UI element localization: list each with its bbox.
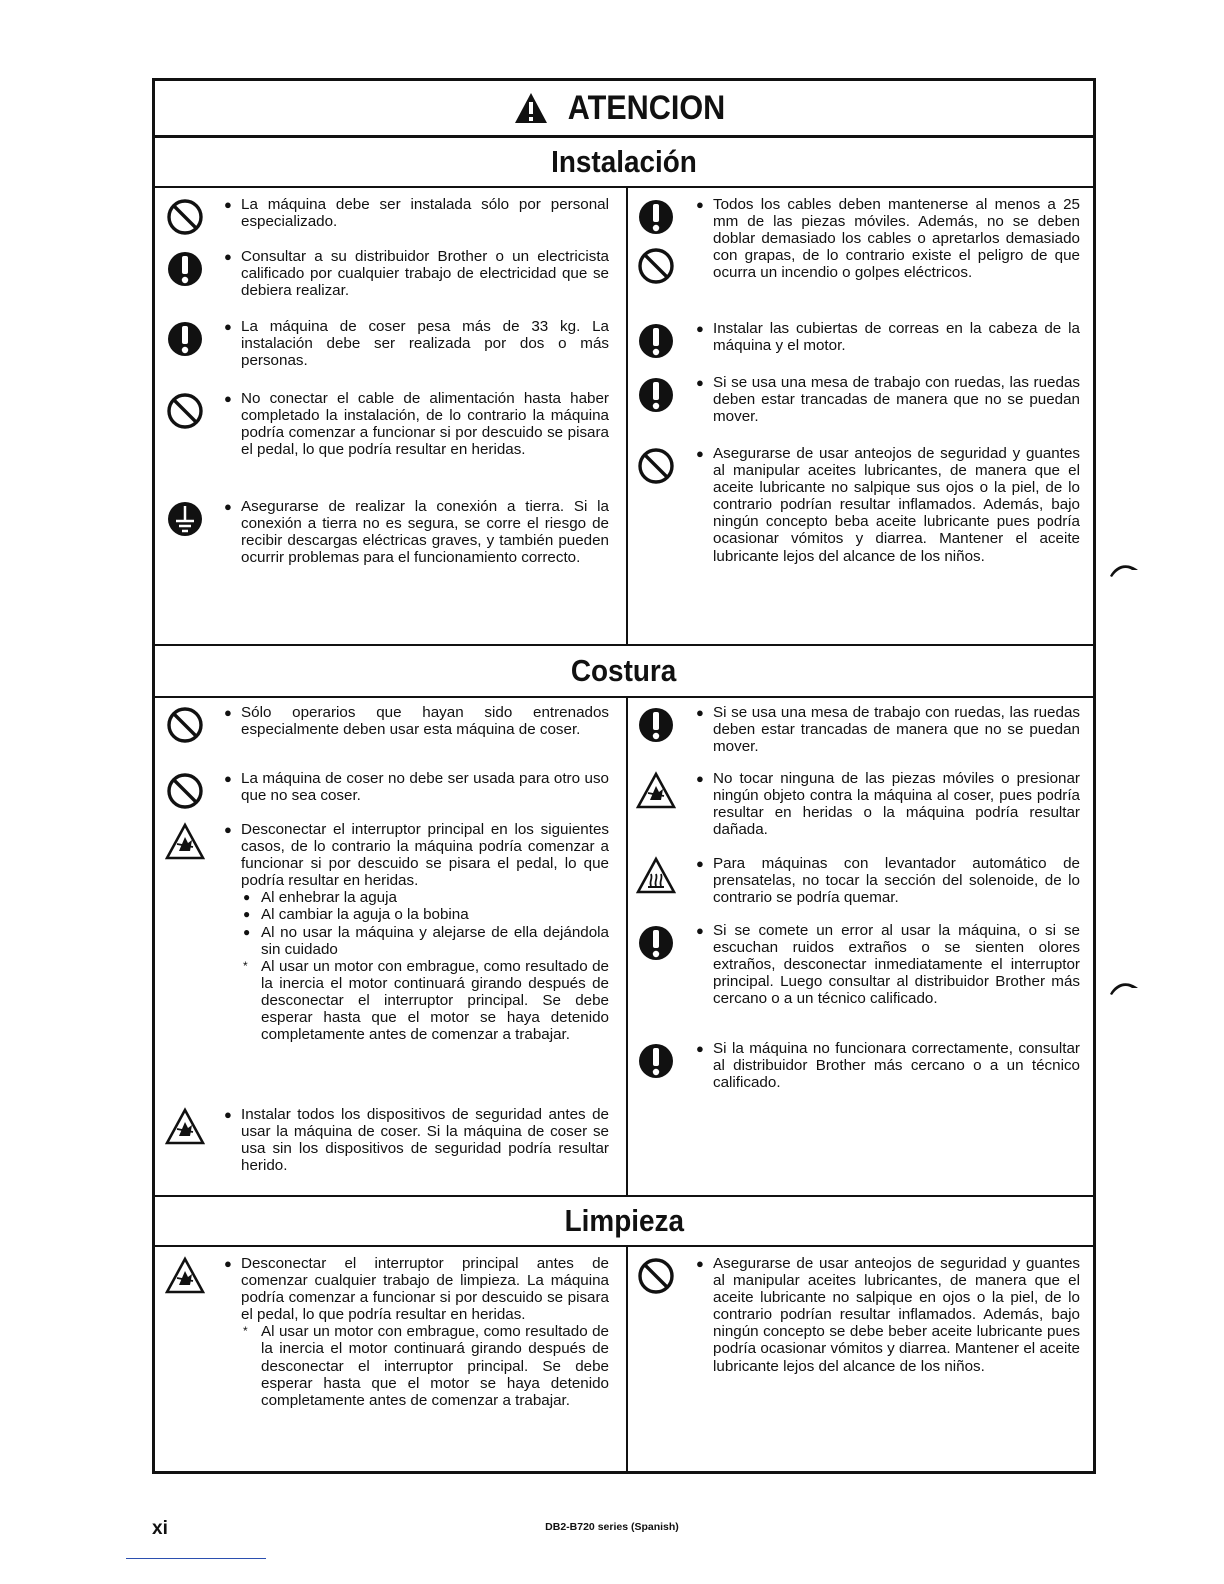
ground-connection-icon [165,499,205,539]
prohibited-icon [636,1256,676,1296]
bullet-icon: ● [243,890,251,905]
section-title: Costura [571,653,677,688]
section-header-costura [155,646,1093,698]
bullet-icon: ● [224,771,232,786]
warning-text-block [224,821,609,1044]
warning-text: Sólo operarios que hayan sido entrenados especialmente deben usar esta máquina de coser. [241,704,609,739]
prohibited-icon [165,197,205,237]
mandatory-action-icon [165,249,205,289]
warning-text: Instalar las cubiertas de correas en la cabeza de la máquina y el motor. [713,320,1080,355]
bullet-icon: ● [224,249,232,264]
section-title: Limpieza [564,1203,684,1238]
section-title: Instalación [551,144,697,179]
footer-page-number: xi [152,1518,168,1539]
bullet-icon: ● [224,1256,232,1271]
note-text: Al usar un motor con embrague, como resultado de la inercia el motor continuará girando después de desconectar el interruptor principal. Se debe esperar hasta que el motor se haya detenido completamente antes de comenzar a trabajar. [261,957,609,1044]
warning-text: Todos los cables deben mantenerse al menos a 25 mm de las piezas móviles. Además, no se deben doblar demasiado los cables o apretarlos demasiado con grapas, de lo contrario existe el peligro de que ocurra un incendio o golpes eléctricos. [713,196,1080,282]
hand-injury-warning-icon [165,1256,205,1296]
prohibited-icon [165,771,205,811]
warning-text-block [696,855,1080,907]
prohibited-icon [165,391,205,431]
warning-text: Asegurarse de usar anteojos de seguridad y guantes al manipular aceites lubricantes, de manera que el aceite lubricante no salpique sus ojos o la piel, de lo contrario podrían resultar inflamados. Además, bajo ningún concepto beba aceite lubricante pues podría ocasionar vómitos y diarrea. Mantener el aceite lubricante lejos del alcance de los niños. [713,445,1080,565]
warning-text-block [696,320,1080,355]
page-title: ATENCION [568,88,726,127]
warning-text: Instalar todos los dispositivos de seguridad antes de usar la máquina de coser. Si la máquina de coser se usa sin los dispositivos de seguridad podría resultar herido. [241,1106,609,1175]
warning-text: Para máquinas con levantador automático de prensatelas, no tocar la sección del solenoide, de lo contrario se podría quemar. [713,855,1080,907]
hot-surface-warning-icon [636,856,676,896]
mandatory-action-icon [636,1041,676,1081]
bullet-icon: ● [224,391,232,406]
mandatory-action-icon [636,197,676,237]
warning-text-block [224,498,609,567]
mandatory-action-icon [165,319,205,359]
warning-text: La máquina de coser pesa más de 33 kg. La instalación debe ser realizada por dos o más personas. [241,318,609,370]
column-divider [626,698,628,1197]
bullet-icon: ● [224,197,232,212]
warning-text-block [224,770,609,805]
bullet-icon: ● [224,499,232,514]
warning-text: No tocar ninguna de las piezas móviles o presionar ningún objeto contra la máquina al coser, pues podría resultar en heridas o la máquina podría resultar dañada. [713,770,1080,839]
prohibited-icon [165,705,205,745]
column-divider [626,188,628,646]
warning-text-block [224,248,609,300]
bullet-icon: ● [696,446,704,461]
warning-text-block [696,770,1080,839]
warning-text-block [224,390,609,459]
bullet-icon: ● [696,856,704,871]
warning-text-block [224,1255,609,1409]
sub-bullet-text: Al enhebrar la aguja [261,889,397,907]
warning-text: Si se usa una mesa de trabajo con ruedas, las ruedas deben estar trancadas de manera que no se puedan mover. [713,704,1080,756]
warning-text-block [696,374,1080,426]
bullet-icon: ● [224,319,232,334]
asterisk-icon: * [243,1324,248,1339]
link-underline [126,1558,266,1559]
bullet-icon: ● [243,907,251,922]
hand-injury-warning-icon [165,1107,205,1147]
bullet-icon: ● [696,771,704,786]
warning-text: La máquina de coser no debe ser usada para otro uso que no sea coser. [241,770,609,805]
bullet-icon: ● [224,822,232,837]
warning-text: No conectar el cable de alimentación hasta haber completado la instalación, de lo contrario la máquina podría comenzar a funcionar si por descuido se pisara el pedal, lo que podría resultar en heridas. [241,390,609,459]
warning-text: La máquina debe ser instalada sólo por personal especializado. [241,196,609,231]
bullet-icon: ● [696,197,704,212]
column-divider [626,1247,628,1474]
warning-text-block [224,1106,609,1175]
warning-text: Si se comete un error al usar la máquina, o si se escuchan ruidos extraños o se sienten olores extraños, desconectar inmediatamente el interruptor principal. Luego consultar al distribuidor Brother más cercano o a un técnico calificado. [713,922,1080,1008]
warning-text-block [696,704,1080,756]
warning-text: Consultar a su distribuidor Brother o un electricista calificado por cualquier trabajo de electricidad que se debiera realizar. [241,248,609,300]
bullet-icon: ● [224,705,232,720]
footer-document-id: DB2-B720 series (Spanish) [545,1521,679,1533]
mandatory-action-icon [636,705,676,745]
warning-text: Asegurarse de realizar la conexión a tierra. Si la conexión a tierra no es segura, se corre el riesgo de recibir descargas eléctricas graves, y también pueden ocurrir problemas para el funcionamiento correcto. [241,498,609,567]
warning-text-block [224,196,609,231]
warning-text: Desconectar el interruptor principal antes de comenzar cualquier trabajo de limpieza. La máquina podría comenzar a funcionar si por descuido se pisara el pedal, lo que podría resultar en heridas. [241,1255,609,1324]
asterisk-icon: * [243,958,248,973]
warning-text: Si la máquina no funcionara correctamente, consultar al distribuidor Brother más cercano o a un técnico calificado. [713,1040,1080,1092]
mandatory-action-icon [636,923,676,963]
prohibited-icon [636,246,676,286]
bullet-icon: ● [696,705,704,720]
warning-text-block [696,445,1080,565]
prohibited-icon [636,446,676,486]
hand-injury-warning-icon [165,822,205,862]
sub-bullet-text: Al no usar la máquina y alejarse de ella dejándola sin cuidado [261,923,609,958]
section-header-instalacion [155,138,1093,188]
warning-text: Desconectar el interruptor principal en los siguientes casos, de lo contrario la máquina podría comenzar a funcionar si por descuido se pisara el pedal, lo que podría resultar en heridas. [241,821,609,890]
bullet-icon: ● [696,1256,704,1271]
margin-mark-icon [1108,560,1142,578]
sub-bullet-text: Al cambiar la aguja o la bobina [261,906,469,924]
note-text: Al usar un motor con embrague, como resultado de la inercia el motor continuará girando después de desconectar el interruptor principal. Se debe esperar hasta que el motor se haya detenido completamente antes de comenzar a trabajar. [261,1323,609,1409]
warning-text-block [696,922,1080,1008]
warning-text-block [224,704,609,739]
warning-triangle-icon [513,91,549,125]
mandatory-action-icon [636,321,676,361]
bullet-icon: ● [696,321,704,336]
warning-text-block [696,196,1080,282]
hand-injury-warning-icon [636,771,676,811]
main-header [155,81,1093,138]
bullet-icon: ● [243,924,251,939]
bullet-icon: ● [696,923,704,938]
bullet-icon: ● [696,1041,704,1056]
margin-mark-icon [1108,978,1142,996]
warning-text-block [696,1255,1080,1375]
mandatory-action-icon [636,375,676,415]
warning-text-block [224,318,609,370]
bullet-icon: ● [696,375,704,390]
warning-text: Si se usa una mesa de trabajo con ruedas, las ruedas deben estar trancadas de manera que no se puedan mover. [713,374,1080,426]
bullet-icon: ● [224,1107,232,1122]
section-header-limpieza [155,1197,1093,1247]
warning-text: Asegurarse de usar anteojos de seguridad y guantes al manipular aceites lubricantes, de manera que el aceite lubricante no salpique en ojos o la piel, de lo contrario podrían resultar inflamados. Además, bajo ningún concepto se debe beber aceite lubricante pues podría ocasionar vómitos y diarrea. Mantener el aceite lubricante lejos del alcance de los niños. [713,1255,1080,1375]
warning-text-block [696,1040,1080,1092]
